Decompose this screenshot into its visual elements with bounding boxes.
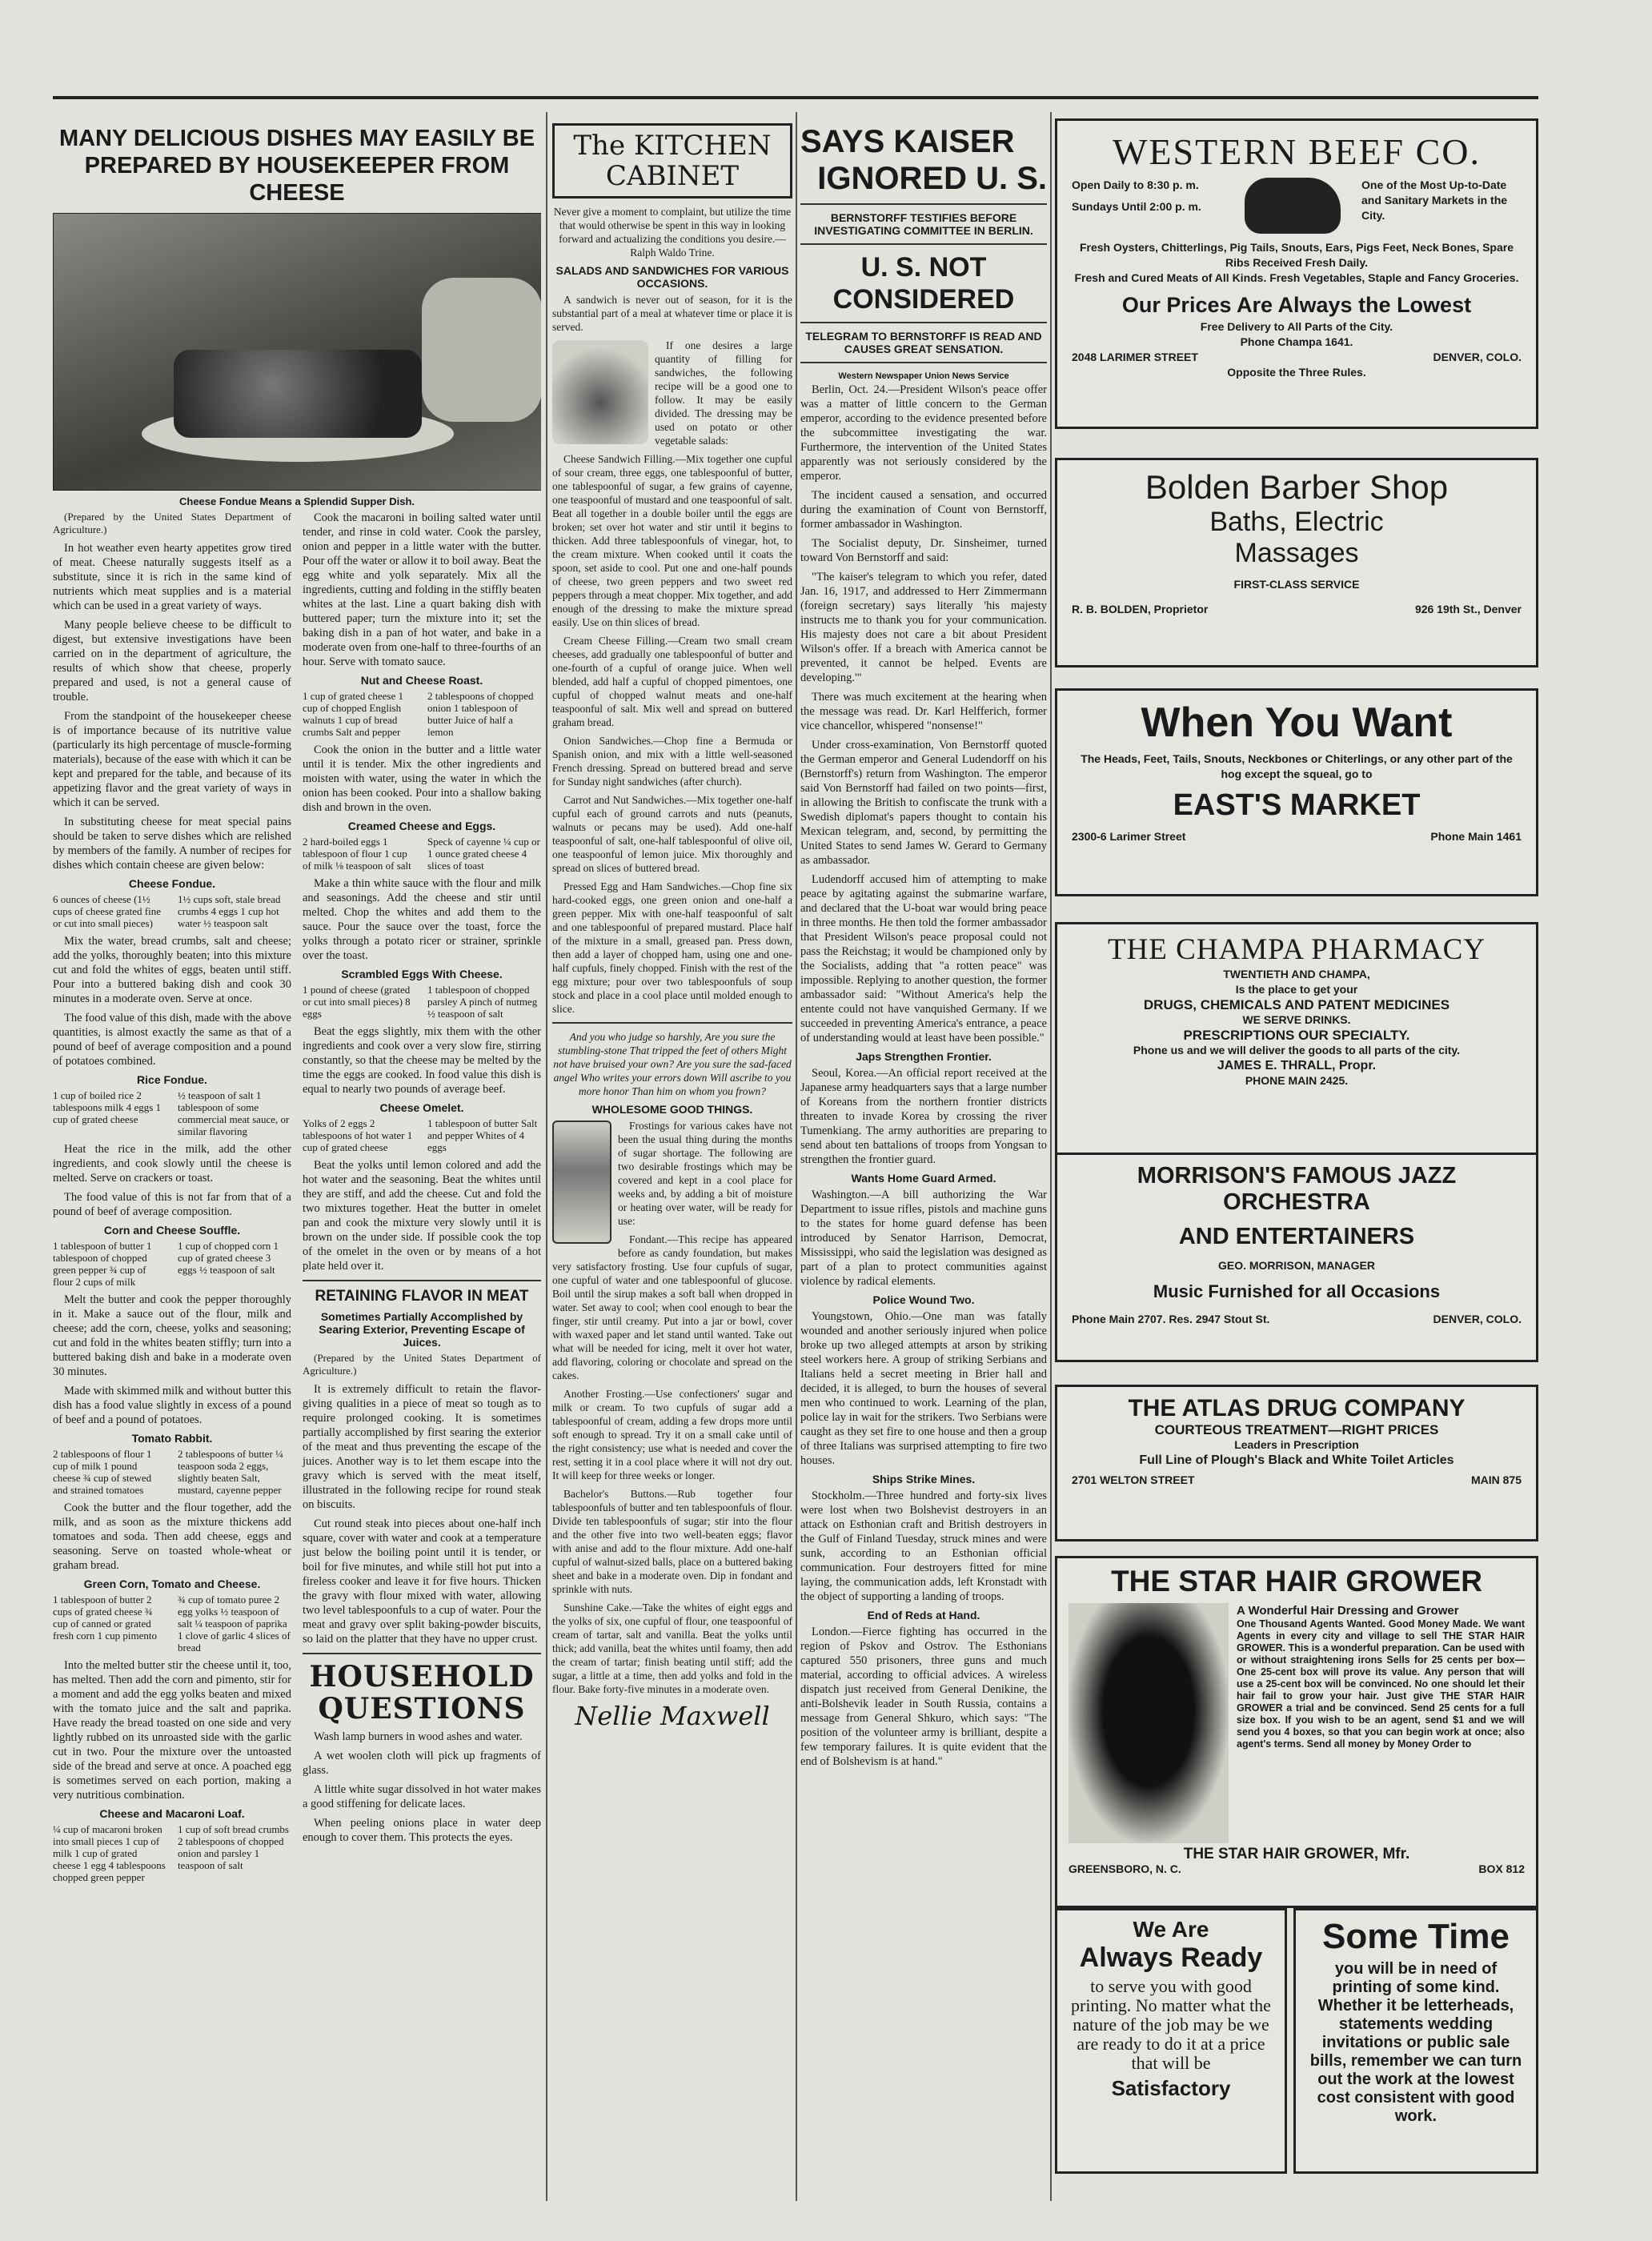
paragraph: Berlin, Oct. 24.—President Wilson's peace offer was a matter of little concern to the German emperor, according to the evidence presented before the subcommittee investigating the war. Furthermore, the intervention of the United States apparently was not seriously considered by the emperor. bbox=[800, 383, 1047, 483]
recipe-title: Tomato Rabbit. bbox=[131, 1432, 213, 1445]
ad-text: Sundays Until 2:00 p. m. bbox=[1072, 200, 1201, 213]
paragraph: Beat the eggs slightly, mix them with the other ingredients and cook over a very slow fire, stirring constantly, so that the cheese may be melted by the time the eggs are cooked. In food value this dish is equal to nearly two pounds of average beef. bbox=[303, 1025, 541, 1096]
recipe-title: Cheese Omelet. bbox=[379, 1101, 464, 1114]
paragraph: Frostings for various cakes have not been the usual thing during the months of sugar shortage. The following are two desirable frostings which may be covered and kept in a cool place for weeks and, by adding a bit of moisture or heating over water, will be ready for use: bbox=[618, 1120, 792, 1227]
household-questions-title-2: QUESTIONS bbox=[318, 1692, 526, 1726]
ingredients: 2 tablespoons of butter ¼ teaspoon soda 2 eggs, slightly beaten Salt, mustard, cayenne pepper bbox=[178, 1448, 283, 1496]
ad-text: One of the Most Up-to-Date and Sanitary Markets in the City. bbox=[1361, 178, 1508, 222]
news-deck: TELEGRAM TO BERNSTORFF IS READ AND CAUSES GREAT SENSATION. bbox=[805, 330, 1042, 355]
ingredients: 1 tablespoon of butter 2 cups of grated cheese ¾ cup of canned or grated fresh corn 1 cup pimento bbox=[53, 1594, 157, 1642]
paragraph: Mix the water, bread crumbs, salt and cheese; add the yolks, thoroughly beaten; into this mixture cut and fold the whites of eggs, beaten until stiff. Pour into a buttered baking dish and cook 30 minutes in a moderate oven. Serve at once. bbox=[53, 935, 291, 1005]
paragraph: London.—Fierce fighting has occurred in the region of Pskov and Ostrov. The Esthonians captured 550 prisoners, three guns and much material, according to official advices. A wireless dispatch just received from General Denikine, the anti-Bolshevik leader in South Russia, contains a message from General Shkuro, which says: "The position of the volunteer army is brilliant, despite a few temporary failures. It is quite evident that the end of Bolshevism is at hand." bbox=[800, 1626, 1047, 1768]
paragraph: Cook the butter and the flour together, add the milk, and as soon as the mixture thickens add tomatoes and soda. Then add cheese, eggs and seasoning. Serve on toasted whole-wheat or graham bread. bbox=[53, 1501, 291, 1572]
paragraph: The Socialist deputy, Dr. Sinsheimer, turned toward Von Bernstorff and said: bbox=[800, 537, 1047, 564]
paragraph: Cream Cheese Filling.—Cream two small cream cheeses, add gradually one tablespoonful of butter and one-fourth of a cupful of orange juice. When well blended, add half a cupful of chopped pimentoes, one cupful of chopped walnut meats and one-half teaspoonful of salt. Mix well and spread on buttered graham bread. bbox=[552, 635, 792, 728]
ingredients: ¼ cup of macaroni broken into small pieces 1 cup of milk 1 cup of grated cheese 1 egg 4 tablespoons chopped green pepper bbox=[53, 1823, 166, 1883]
ad-subtitle: Massages bbox=[1234, 538, 1359, 568]
ad-address: 2048 LARIMER STREET bbox=[1072, 351, 1198, 363]
ad-text: Fresh and Cured Meats of All Kinds. Fresh Vegetables, Staple and Fancy Groceries. bbox=[1074, 271, 1519, 284]
cheese-article bbox=[53, 112, 541, 2193]
baking-dish-shape bbox=[174, 350, 422, 438]
ad-city: GREENSBORO, N. C. bbox=[1069, 1862, 1181, 1875]
ad-text: The Heads, Feet, Tails, Snouts, Neckbones or Chiterlings, or any other part of the hog except the squeal, go to bbox=[1081, 752, 1513, 780]
ad-phone: Phone Champa 1641. bbox=[1240, 335, 1353, 348]
credit-line: (Prepared by the United States Department of Agriculture.) bbox=[303, 1352, 541, 1377]
paragraph: Into the melted butter stir the cheese until it, too, has melted. Then add the corn and pimento, stir for a moment and add the egg yolks beaten and mixed with the tomato juice and the salt and paprika. Have ready the bread toasted on one side and very lightly rubbed on its unroasted side with the garlic cut in two. Pour the mixture over the untoasted side of the bread and serve at once. A poached egg is sometimes served on each portion, making a very nutritious combination. bbox=[53, 1659, 291, 1802]
ingredients: ¾ cup of tomato puree 2 egg yolks ½ teaspoon of salt ¼ teaspoon of paprika 1 clove of garlic 4 slices of bread bbox=[178, 1594, 291, 1654]
ad-title: We Are bbox=[1133, 1917, 1209, 1942]
ad-text: One Thousand Agents Wanted. Good Money Made. We want Agents in every city and village to sell THE STAR HAIR GROWER. This is a wonderful preparation. Can be used with or without straightening irons Sells for 25 cents per box—One 25-cent box will prove its value. Any person that will use a 25-cent box will be convinced. No one should let their hair fail to grow your hair. Just give THE STAR HAIR GROWER a trial and be convinced. Send 25 cents for a full size box. If you wish to be an agent, send $1 and we will send you 4 boxes, so that you can begin work at once; also agent's terms. Send all money by Money Order to bbox=[1237, 1618, 1525, 1750]
paragraph: Many people believe cheese to be difficult to digest, but extensive investigations have been carried on in the department of agriculture, the results of which show that cheese, properly prepared and used, is not a general cause of trouble. bbox=[53, 619, 291, 704]
quote: Never give a moment to complaint, but utilize the time that would otherwise be spent in this way in looking forward and actualizing the conditions you desire.—Ralph Waldo Trine. bbox=[553, 206, 792, 259]
paragraph: Cook the onion in the butter and a little water until it is tender. Mix the other ingredients and moisten with water, using the water in which the onion has been cooked. Pour into a shallow baking dish and brown in the oven. bbox=[303, 744, 541, 814]
ad-slogan: Satisfactory bbox=[1111, 2076, 1231, 2100]
section-deck: Sometimes Partially Accomplished by Searing Exterior, Preventing Escape of Juices. bbox=[319, 1310, 525, 1349]
credit-line: (Prepared by the United States Department of Agriculture.) bbox=[53, 511, 291, 535]
paragraph: Melt the butter and cook the pepper thoroughly in it. Make a sauce out of the flour, milk and cheese; add the corn, cheese, yolks and seasoning; cut and fold in the whites beaten stiffly; turn into a buttered baking dish and bake in a moderate oven 30 minutes. bbox=[53, 1293, 291, 1378]
paragraph: There was much excitement at the hearing when the message was read. Dr. Karl Helfferich, former vice chancellor, whispered "nonsense!" bbox=[800, 691, 1047, 732]
cheese-subcolumn-right bbox=[303, 511, 541, 1888]
ad-text: WE SERVE DRINKS. bbox=[1242, 1013, 1351, 1026]
column-divider bbox=[1050, 112, 1052, 2201]
ad-phone: Phone Main 1461 bbox=[1430, 830, 1522, 843]
tip: A little white sugar dissolved in hot water makes a good stiffening for delicate laces. bbox=[303, 1783, 541, 1810]
news-subheadline: U. S. NOT CONSIDERED bbox=[832, 252, 1015, 315]
news-title: Police Wound Two. bbox=[872, 1293, 975, 1306]
ad-title: THE ATLAS DRUG COMPANY bbox=[1128, 1395, 1466, 1421]
ad-city: DENVER, COLO. bbox=[1433, 1313, 1522, 1325]
news-deck: BERNSTORFF TESTIFIES BEFORE INVESTIGATING COMMITTEE IN BERLIN. bbox=[814, 211, 1033, 237]
ingredients: 1 pound of cheese (grated or cut into small pieces) 8 eggs bbox=[303, 984, 411, 1020]
paragraph: Beat the yolks until lemon colored and add the hot water and the seasoning. Beat the whites until they are stiff, and add the cheese. Cut and fold the two mixtures together. Heat the butter in omelet pan and cook the mixture very slowly until it is brown on the under side. If possible cook the top of the omelet in the oven or by means of a hot plate held over it. bbox=[303, 1159, 541, 1273]
ad-text: Fresh Oysters, Chitterlings, Pig Tails, Snouts, Ears, Pigs Feet, Neck Bones, Spare Ribs Received Fresh Daily. bbox=[1079, 241, 1514, 269]
ad-title: MORRISON'S FAMOUS JAZZ ORCHESTRA bbox=[1137, 1163, 1457, 1215]
paragraph: Onion Sandwiches.—Chop fine a Bermuda or Spanish onion, and mix with a little well-seasoned French dressing. Spread on buttered bread and serve for Sunday night sandwiches (after church). bbox=[552, 735, 792, 788]
signature: Nellie Maxwell bbox=[575, 1701, 770, 1731]
paragraph: If one desires a large quantity of filling for sandwiches, the following recipe will be a good one to follow. It may be easily divided. The dressing may be used on potato or other vegetable salads: bbox=[655, 339, 792, 447]
ad-address: 2300-6 Larimer Street bbox=[1072, 830, 1186, 843]
ingredients: Speck of cayenne ¼ cup or 1 ounce grated cheese 4 slices of toast bbox=[427, 836, 540, 872]
divider bbox=[800, 243, 1047, 245]
ad-proprietor: R. B. BOLDEN, Proprietor bbox=[1072, 603, 1209, 615]
recipe-title: Scrambled Eggs With Cheese. bbox=[341, 968, 503, 980]
ad-subtitle: A Wonderful Hair Dressing and Grower bbox=[1237, 1604, 1459, 1618]
hand-shape bbox=[422, 278, 541, 422]
news-title: End of Reds at Hand. bbox=[867, 1609, 980, 1622]
ad-title: THE STAR HAIR GROWER bbox=[1111, 1565, 1482, 1598]
some-time-ad bbox=[1293, 1908, 1538, 2174]
ingredients: 6 ounces of cheese (1½ cups of cheese grated fine or cut into small pieces) bbox=[53, 893, 161, 929]
star-hair-grower-ad bbox=[1055, 1556, 1538, 1908]
ingredients: Yolks of 2 eggs 2 tablespoons of hot water 1 cup of grated cheese bbox=[303, 1117, 413, 1153]
ingredients: 1 cup of chopped corn 1 cup of grated cheese 3 eggs ½ teaspoon of salt bbox=[178, 1240, 279, 1276]
ad-text: Is the place to get your bbox=[1235, 983, 1358, 996]
ad-subtitle: Baths, Electric bbox=[1209, 507, 1384, 537]
section-title: SALADS AND SANDWICHES FOR VARIOUS OCCASIONS. bbox=[555, 264, 789, 290]
ingredients: 1 tablespoon of butter 1 tablespoon of chopped green pepper ¾ cup of flour 2 cups of milk bbox=[53, 1240, 152, 1288]
champa-pharmacy-ad bbox=[1055, 922, 1538, 1159]
ad-name: THE STAR HAIR GROWER, Mfr. bbox=[1183, 1846, 1410, 1862]
recipe-title: Creamed Cheese and Eggs. bbox=[347, 820, 496, 832]
poem: And you who judge so harshly, Are you sure the stumbling-stone That tripped the feet of others Might not have bruised your own? Are you sure the sad-faced angel Who writes your errors down Will ascribe to you more honor Than him on whom you frown? bbox=[553, 1031, 792, 1097]
ad-text: Full Line of Plough's Black and White Toilet Articles bbox=[1139, 1453, 1454, 1467]
ad-text: DRUGS, CHEMICALS AND PATENT MEDICINES bbox=[1143, 997, 1450, 1012]
always-ready-ad bbox=[1055, 1908, 1287, 2174]
divider bbox=[800, 362, 1047, 363]
ad-address: 2701 WELTON STREET bbox=[1072, 1473, 1195, 1486]
paragraph: Washington.—A bill authorizing the War Department to issue rifles, pistols and machine guns to the states for home guard defense has been introduced by Senator Harrison, Democrat, Mississippi, who said the legislation was designed as part of a plan to protect communities against violence by radical elements. bbox=[800, 1189, 1047, 1288]
divider bbox=[800, 322, 1047, 323]
recipe-title: Corn and Cheese Souffle. bbox=[103, 1224, 241, 1237]
cake-stand-illustration bbox=[552, 1120, 611, 1244]
ad-text: you will be in need of printing of some kind. Whether it be letterheads, statements wedding invitations or public sale bills, remember we can turn out the work at the lowest cost consistent with good work. bbox=[1309, 1960, 1522, 2125]
paragraph: Youngstown, Ohio.—One man was fatally wounded and another seriously injured when police broke up two alleged attempts at arson by striking steel workers here. A group of striking Serbians and Italians held a secret meeting in Brier hall and decided, it is alleged, to burn the houses of several men who continued to work. Learning of the plan, police lay in wait for the strikers. Two Serbians were caught as they set fire to one house and then a group of three Italians was surprised attempting to fire two houses. bbox=[800, 1310, 1047, 1467]
paragraph: The food value of this dish, made with the above quantities, is almost exactly the same as that of a pound of beef of average composition and a pound of potatoes combined. bbox=[53, 1012, 291, 1068]
ad-title: Some Time bbox=[1322, 1917, 1510, 1956]
news-title: Ships Strike Mines. bbox=[872, 1473, 976, 1485]
ad-text: Leaders in Prescription bbox=[1234, 1438, 1359, 1451]
ad-text: TWENTIETH AND CHAMPA, bbox=[1223, 968, 1370, 980]
ad-name: EAST'S MARKET bbox=[1173, 788, 1421, 822]
paragraph: Sunshine Cake.—Take the whites of eight eggs and the yolks of six, one cupful of flour, one teaspoonful of cream of tartar, salt and vanilla. Beat the yolks until thick; add vanilla, beat the whites until foamy, then add the cream of tartar; finish beating until stiff; add the sugar, a little at a time, then add yolks and fold in the flour. Bake forty-five minutes in a moderate oven. bbox=[552, 1602, 792, 1695]
ad-text: Phone us and we will deliver the goods to all parts of the city. bbox=[1133, 1044, 1461, 1056]
paragraph: From the standpoint of the housekeeper cheese is of importance because of its nutritive value (particularly its high percentage of muscle-forming materials), because of the ease with which it can be kept and prepared for the table, and because of its appetizing flavor and the great variety of ways in which it can be served. bbox=[53, 710, 291, 809]
ad-phone: MAIN 875 bbox=[1470, 1473, 1522, 1486]
ad-slogan: Our Prices Are Always the Lowest bbox=[1121, 293, 1472, 317]
paragraph: In substituting cheese for meat special pains should be taken to serve dishes which are relished by members of the family. A number of recipes for dishes which contain cheese are given below: bbox=[53, 816, 291, 872]
ad-city: DENVER, COLO. bbox=[1433, 351, 1522, 363]
paragraph: In hot weather even hearty appetites grow tired of meat. Cheese naturally suggests itself as a substitute, since it is rich in the same kind of nutrients which meat supplies and is a material which can be used in a great variety of ways. bbox=[53, 542, 291, 612]
ad-title: Bolden Barber Shop bbox=[1145, 468, 1449, 506]
ingredients: 1½ cups soft, stale bread crumbs 4 eggs 1 cup hot water ½ teaspoon salt bbox=[178, 893, 281, 929]
paragraph: Seoul, Korea.—An official report received at the Japanese army headquarters says that a large number of Koreans from the northern frontier districts threaten to invade Korea by crossing the river Tumenkiang. The army authorities are preparing to send about ten battalions of troops from Yongsan to strengthen the frontier guard. bbox=[800, 1067, 1047, 1166]
divider bbox=[303, 1653, 541, 1654]
paragraph: Another Frosting.—Use confectioners' sugar and milk or cream. To two cupfuls of sugar add a tablespoonful of cream, adding a few drops more until soft enough to spread. Try it on a small cake until of the right consistency; use what is needed and cover the rest, setting it in a cool place where it will not dry out. It will keep for three weeks or longer. bbox=[552, 1388, 792, 1481]
ingredients: 1 cup of boiled rice 2 tablespoons milk 4 eggs 1 cup of grated cheese bbox=[53, 1089, 162, 1125]
news-headline-2: IGNORED U. S. bbox=[817, 161, 1047, 196]
ad-address: 926 19th St., Denver bbox=[1414, 603, 1522, 615]
paragraph: Cheese Sandwich Filling.—Mix together one cupful of sour cream, three eggs, one tablespoonful of butter, one tablespoonful of sugar, a few grains of cayenne, one teaspoonful of mustard and one teaspoonful of salt. Beat all together in a double boiler until the eggs are broken; set over hot water and stir until it begins to thicken. Add three tablespoonfuls of vinegar, hot, to the cream mixture. When cooked until it coats the spoon, set aside to cool. Put one and one-half pounds of cheese, two green peppers and two sweet red peppers through a meat chopper. Mix together, and add enough of the dressing to make the mixture spread easily. Use on thin slices of bread. bbox=[552, 453, 792, 628]
western-beef-ad bbox=[1055, 118, 1538, 429]
paragraph: Stockholm.—Three hundred and forty-six lives were lost when two Bolshevist destroyers in an attack on Esthonian craft and British destroyers in the Gulf of Finland Tuesday, struck mines and were sunk, according to an Esthonian official communication. Four destroyers fitted for mine laying, the communication adds, left Kronstadt with the object of supporting a landing of troops. bbox=[800, 1489, 1047, 1603]
ad-text: Free Delivery to All Parts of the City. bbox=[1200, 320, 1393, 333]
section-title: WHOLESOME GOOD THINGS. bbox=[591, 1103, 753, 1116]
paragraph: The incident caused a sensation, and occurred during the examination of Count von Bernstorff, former ambassador in Washington. bbox=[800, 489, 1047, 531]
ad-phone: PHONE MAIN 2425. bbox=[1245, 1074, 1349, 1087]
household-questions-title: HOUSEHOLD bbox=[309, 1660, 535, 1694]
ad-text: Open Daily to 8:30 p. m. bbox=[1072, 178, 1199, 191]
ingredients: 2 tablespoons of flour 1 cup of milk 1 pound cheese ¾ cup of stewed and strained tomatoes bbox=[53, 1448, 152, 1496]
paragraph: It is extremely difficult to retain the flavor-giving qualities in a piece of meat so tough as to require prolonged cooking. It is sometimes partially accomplished by first searing the exterior of the meat and thus preventing the escape of the juices. Another way is to let them escape into the gravy which is served with the meat itself, illustrated in the following recipe for round steak on biscuits. bbox=[303, 1383, 541, 1511]
tip: A wet woolen cloth will pick up fragments of glass. bbox=[303, 1750, 541, 1777]
paragraph: Under cross-examination, Von Bernstorff quoted the German emperor and General Ludendorff on his (Bernstorff's) return from Washington. The emperor said Von Bernstorff had failed on two points—first, in allowing the British to confiscate the trunk with a Swedish diplomat's papers thought to contain his Mexican telegram, and, second, by permitting the United States to send James W. Gerard to Germany as ambassador. bbox=[800, 739, 1047, 867]
paragraph: Make a thin white sauce with the flour and milk and seasonings. Add the cheese and stir until melted. Chop the whites and add them to the sauce. Pour the sauce over the toast, force the yolks through a potato ricer or strainer, sprinkle over the toast. bbox=[303, 877, 541, 962]
ad-text: to serve you with good printing. No matter what the nature of the job may be we are ready to do it at a price that will be bbox=[1071, 1976, 1271, 2073]
divider bbox=[303, 1280, 541, 1281]
ad-title-2: AND ENTERTAINERS bbox=[1178, 1224, 1415, 1249]
divider bbox=[552, 1022, 792, 1024]
recipe-title: Green Corn, Tomato and Cheese. bbox=[83, 1578, 261, 1590]
column-divider bbox=[796, 112, 797, 2201]
news-service: Western Newspaper Union News Service bbox=[838, 371, 1009, 381]
paragraph: Cut round steak into pieces about one-half inch square, cover with water and cook at a temperature just below the boiling point until it is tender, or boil for five minutes, and while still hot put into a fireless cooker and leave it for five hours. Thicken the gravy with flour mixed with water, allowing two level tablespoonfuls to a cup of water. Pour the meat and gravy over split baking-powder biscuits, so laid on the platter that they have no upper crust. bbox=[303, 1517, 541, 1646]
vegetables-illustration bbox=[552, 340, 648, 444]
portrait-illustration bbox=[1069, 1603, 1229, 1843]
paragraph: "The kaiser's telegram to which you refer, dated Jan. 16, 1917, and addressed to Herr Zimmermann (foreign secretary) says literally 'his majesty instructs me to thank you for your communication. His majesty does not care a bit about President Wilson's offer. If a breach with America cannot be prevented, it cannot be helped. Events are developing.'" bbox=[800, 571, 1047, 684]
recipe-title: Cheese and Macaroni Loaf. bbox=[99, 1807, 245, 1820]
news-column bbox=[800, 112, 1047, 2193]
tip: Wash lamp burners in wood ashes and water. bbox=[314, 1730, 523, 1743]
ad-text: PRESCRIPTIONS OUR SPECIALTY. bbox=[1183, 1028, 1410, 1043]
easts-market-ad bbox=[1055, 688, 1538, 896]
news-title: Wants Home Guard Armed. bbox=[851, 1172, 996, 1185]
paragraph: Heat the rice in the milk, add the other ingredients, and cook slowly until the cheese is melted. Serve on crackers or toast. bbox=[53, 1143, 291, 1185]
ad-text: FIRST-CLASS SERVICE bbox=[1233, 578, 1360, 591]
news-headline: SAYS KAISER bbox=[800, 124, 1015, 159]
ad-title-2: Always Ready bbox=[1079, 1942, 1263, 1973]
ingredients: 2 tablespoons of chopped onion 1 tablespoon of butter Juice of half a lemon bbox=[427, 690, 534, 738]
ad-text: Opposite the Three Rules. bbox=[1227, 366, 1366, 379]
news-title: Japs Strengthen Frontier. bbox=[856, 1050, 992, 1063]
cheese-fondue-photo bbox=[53, 213, 541, 491]
ingredients: 2 hard-boiled eggs 1 tablespoon of flour 1 cup of milk ⅛ teaspoon of salt bbox=[303, 836, 411, 872]
paragraph: The food value of this is not far from that of a pound of beef of average composition. bbox=[53, 1191, 291, 1218]
ingredients: 1 cup of soft bread crumbs 2 tablespoons of chopped onion and parsley 1 teaspoon of salt bbox=[178, 1823, 289, 1871]
morrison-jazz-ad bbox=[1055, 1153, 1538, 1362]
ad-text: GEO. MORRISON, MANAGER bbox=[1217, 1259, 1375, 1272]
ingredients: 1 cup of grated cheese 1 cup of chopped English walnuts 1 cup of bread crumbs Salt and pepper bbox=[303, 690, 403, 738]
ad-slogan: Music Furnished for all Occasions bbox=[1153, 1281, 1441, 1301]
article-headline: MANY DELICIOUS DISHES MAY EASILY BE PREPARED BY HOUSEKEEPER FROM CHEESE bbox=[58, 126, 535, 206]
tip: When peeling onions place in water deep enough to cover them. This protects the eyes. bbox=[303, 1817, 541, 1844]
paragraph: Made with skimmed milk and without butter this dish has a food value slightly in excess of a pound of beef and a pound of potatoes. bbox=[53, 1385, 291, 1426]
ingredients: 1 tablespoon of chopped parsley A pinch of nutmeg ½ teaspoon of salt bbox=[427, 984, 538, 1020]
recipe-title: Rice Fondue. bbox=[137, 1073, 207, 1086]
ad-title: When You Want bbox=[1141, 700, 1453, 746]
ingredients: 1 tablespoon of butter Salt and pepper Whites of 4 eggs bbox=[427, 1117, 538, 1153]
kitchen-cabinet-column bbox=[552, 112, 792, 2193]
paragraph: Ludendorff accused him of attempting to make peace by agitating against the submarine warfare, and declared that the U-boat war would bring peace in three months. He then told the former ambassador that President Wilson's peace proposal could not pass the Reichstag; it would be championed only by the Socialists, adding that "a rotten peace" was impossible. Replying to another question, the former ambassador said: "Without America's help the entente could not have vanquished Germany. If we succeeded in preventing America's entrance, a peace of understanding would at least have been possible." bbox=[800, 873, 1047, 1044]
ad-title: WESTERN BEEF CO. bbox=[1112, 131, 1482, 172]
atlas-drug-ad bbox=[1055, 1385, 1538, 1541]
photo-caption: Cheese Fondue Means a Splendid Supper Dish. bbox=[179, 495, 415, 507]
ad-title: THE CHAMPA PHARMACY bbox=[1107, 933, 1486, 966]
column-divider bbox=[546, 112, 547, 2201]
recipe-title: Cheese Fondue. bbox=[128, 877, 216, 890]
paragraph: Fondant.—This recipe has appeared before as candy foundation, but makes very satisfactory frosting. Use four cupfuls of sugar, one cupful of water and one tablespoonful of glucose. Boil until the sirup makes a soft ball when dropped in water. Set away to cool; when cool enough to bear the finger, stir until creamy. Put into a jar or bowl, cover with waxed paper and let stand until wanted. Take out what will be needed for icing, melt it over hot water, add flavoring, coloring or chocolate and spread on the cakes. bbox=[552, 1233, 792, 1381]
paragraph: Bachelor's Buttons.—Rub together four tablespoonfuls of butter and ten tablespoonfuls of flour. Divide ten tablespoonfuls of sugar; stir into the flour and the other five into two well-beaten eggs; flavor with anise and add to the flour mixture. Add one-half cupful of walnut-sized balls, place on a buttered baking sheet and bake in a moderate oven. Dip in fondant and sprinkle with nuts. bbox=[552, 1488, 792, 1595]
bolden-barber-ad bbox=[1055, 458, 1538, 667]
section-headline: RETAINING FLAVOR IN MEAT bbox=[315, 1288, 529, 1305]
paragraph: Cook the macaroni in boiling salted water until tender, and rinse in cold water. Cook the parsley, onion and pepper in a little water with the butter. Pour off the water or allow it to boil away. Beat the egg white and yolk separately. Mix all the ingredients, cutting and folding in the stiffly beaten whites at the last. Line a quart baking dish with buttered paper; turn the mixture into it; set the baking dish in a pan of hot water, and bake in a moderate oven from one-half to three-fourths of an hour. Serve with tomato sauce. bbox=[303, 511, 541, 668]
ad-phone: Phone Main 2707. Res. 2947 Stout St. bbox=[1072, 1313, 1270, 1325]
paragraph: Pressed Egg and Ham Sandwiches.—Chop fine six hard-cooked eggs, one green onion and one-half a green pepper. Mix with one-half teaspoonful of salt and one tablespoonful of prepared mustard. Place half of the mixture in a small, greased pan. Press down, then add a layer of chopped ham, using one and one-half cupfuls, finely chopped. Finish with the rest of the egg mixture; pour over two tablespoonfuls of soup stock and place in a cool place until molded enough to slice. bbox=[552, 880, 792, 1015]
top-rule bbox=[53, 96, 1538, 99]
ingredients: ½ teaspoon of salt 1 tablespoon of some commercial meat sauce, or similar flavoring bbox=[178, 1089, 290, 1137]
cheese-subcolumn-left bbox=[53, 511, 291, 1888]
recipe-title: Nut and Cheese Roast. bbox=[360, 674, 483, 687]
kitchen-cabinet-masthead: The KITCHEN CABINET bbox=[552, 123, 792, 198]
paragraph: A sandwich is never out of season, for it is the substantial part of a meal at whatever time or place it is served. bbox=[552, 294, 792, 333]
paragraph: Carrot and Nut Sandwiches.—Mix together one-half cupful each of ground carrots and nuts (peanuts, walnuts or pecans may be used). Add one-half teaspoonful of salt, one-half tablespoonful of olive oil, one teaspoonful of lemon juice. Mix thoroughly and spread on slices of buttered bread. bbox=[552, 794, 792, 874]
ad-text: COURTEOUS TREATMENT—RIGHT PRICES bbox=[1154, 1422, 1439, 1437]
divider bbox=[800, 203, 1047, 205]
cow-illustration bbox=[1245, 178, 1341, 234]
ad-box: BOX 812 bbox=[1478, 1862, 1525, 1875]
ad-proprietor: JAMES E. THRALL, Propr. bbox=[1217, 1059, 1377, 1072]
